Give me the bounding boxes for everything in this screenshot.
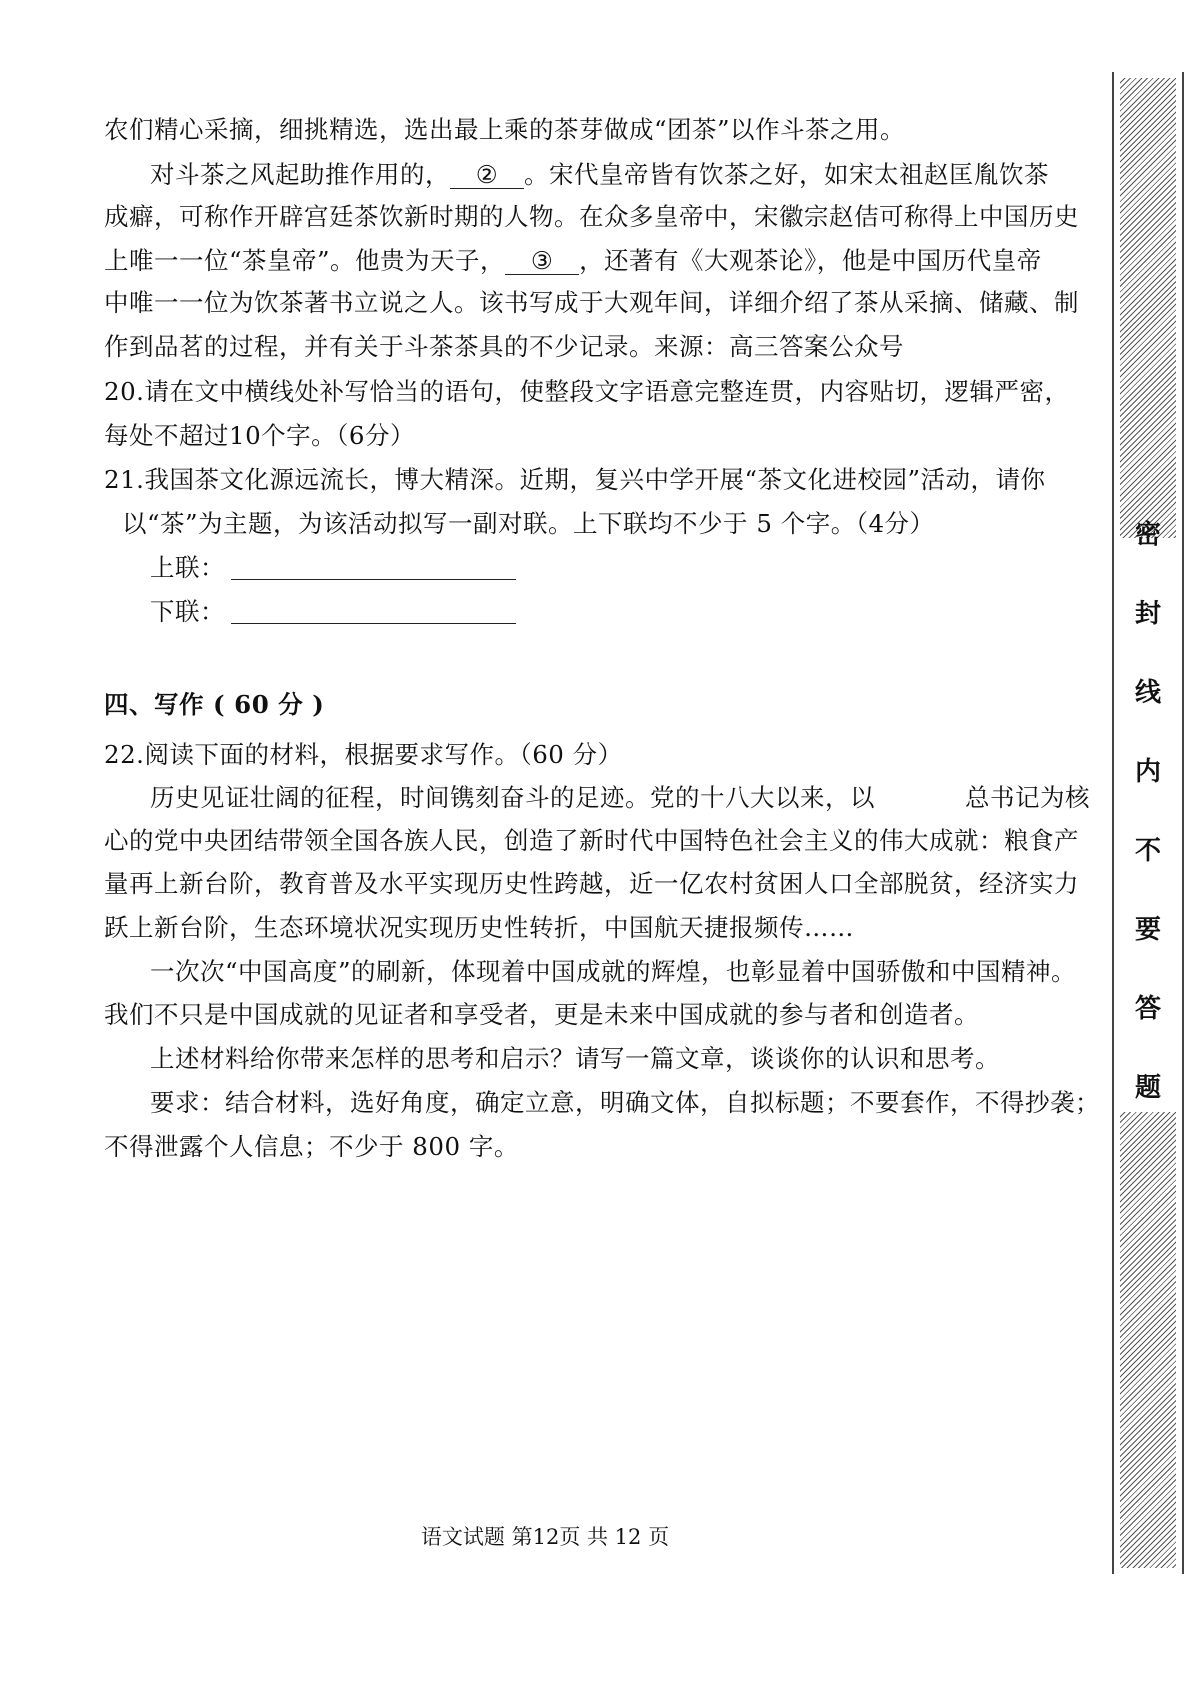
seal-char: 要 (1134, 915, 1161, 945)
passage-text: 。宋代皇帝皆有饮茶之好，如宋太祖赵匡胤饮茶 (524, 160, 1049, 189)
couplet-lower-label: 下联： (150, 597, 225, 626)
passage-line (150, 162, 1049, 189)
material-line: 心的党中央团结带领全国各族人民，创造了新时代中国特色社会主义的伟大成就：粮食产 (104, 826, 1079, 855)
requirement-line: 要求：结合材料，选好角度，确定立意，明确文体，自拟标题；不要套作，不得抄袭； (150, 1088, 1100, 1117)
question-21-cont: 以“茶”为主题，为该活动拟写一副对联。上下联均不少于 5 个字。（4分） (122, 509, 935, 538)
blank-2: ② (450, 162, 524, 189)
seal-char: 题 (1134, 1073, 1161, 1103)
question-21: 21.我国茶文化源远流长，博大精深。近期，复兴中学开展“茶文化进校园”活动，请你 (104, 465, 1046, 494)
seal-char: 封 (1134, 599, 1161, 629)
material-line: 一次次“中国高度”的刷新，体现着中国成就的辉煌，也彰显着中国骄傲和中国精神。 (150, 957, 1077, 986)
material-line: 我们不只是中国成就的见证者和享受者，更是未来中国成就的参与者和创造者。 (104, 1000, 979, 1029)
page-footer: 语文试题 第12页 共 12 页 (420, 1525, 670, 1549)
prompt-line: 上述材料给你带来怎样的思考和启示？请写一篇文章，谈谈你的认识和思考。 (150, 1044, 1000, 1073)
passage-text: ，还著有《大观茶论》，他是中国历代皇帝 (579, 246, 1042, 275)
material-line: 跃上新台阶，生态环境状况实现历史性转折，中国航天捷报频传…… (104, 913, 854, 942)
binding-hatch-top (1120, 78, 1176, 538)
binding-hatch-bottom (1120, 1112, 1176, 1568)
question-20: 20.请在文中横线处补写恰当的语句，使整段文字语意完整连贯，内容贴切，逻辑严密， (104, 377, 1070, 406)
requirement-line: 不得泄露个人信息；不少于 800 字。 (104, 1132, 519, 1161)
binding-strip (1112, 72, 1184, 1574)
blank-3: ③ (505, 248, 579, 275)
passage-line: 中唯一一位为饮茶著书立说之人。该书写成于大观年间，详细介绍了茶从采摘、储藏、制 (104, 288, 1079, 317)
material-line (150, 783, 1090, 812)
seal-char: 密 (1134, 520, 1161, 550)
couplet-upper-answer-line (231, 578, 516, 580)
passage-text: 对斗茶之风起助推作用的， (150, 160, 450, 189)
passage-line (104, 248, 1042, 275)
seal-char: 答 (1134, 994, 1161, 1024)
passage-line: 农们精心采摘，细挑精选，选出最上乘的茶芽做成“团茶”以作斗茶之用。 (104, 115, 906, 144)
material-text: 历史见证壮阔的征程，时间镌刻奋斗的足迹。党的十八大以来，以 (150, 783, 875, 812)
passage-line: 成癖，可称作开辟宫廷茶饮新时期的人物。在众多皇帝中，宋徽宗赵佶可称得上中国历史 (104, 202, 1079, 231)
material-line: 量再上新台阶，教育普及水平实现历史性跨越，近一亿农村贫困人口全部脱贫，经济实力 (104, 869, 1079, 898)
section-heading: 四、写作 ( 60 分 ) (104, 690, 325, 719)
passage-text: 上唯一一位“茶皇帝”。他贵为天子， (104, 246, 506, 275)
couplet-upper (150, 553, 516, 582)
couplet-lower (150, 597, 516, 626)
seal-char: 不 (1134, 836, 1161, 866)
question-22: 22.阅读下面的材料，根据要求写作。（60 分） (104, 740, 623, 769)
seal-char: 线 (1134, 678, 1161, 708)
seal-char: 内 (1134, 757, 1161, 787)
couplet-upper-label: 上联： (150, 553, 225, 582)
question-20-cont: 每处不超过10个字。（6分） (104, 421, 416, 450)
passage-line: 作到品茗的过程，并有关于斗茶茶具的不少记录。来源：高三答案公众号 (104, 332, 904, 361)
couplet-lower-answer-line (231, 622, 516, 624)
material-text: 总书记为核 (965, 783, 1090, 812)
